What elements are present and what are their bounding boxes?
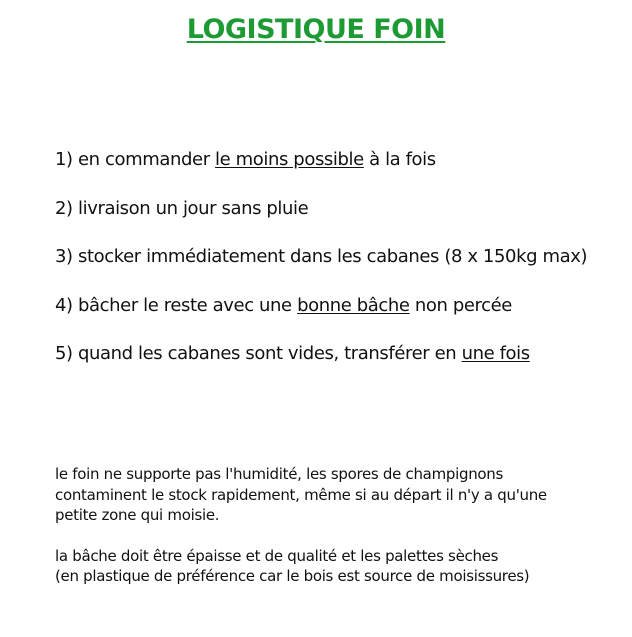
step-1-text: 1) en commander <box>55 149 216 170</box>
step-2 <box>55 197 587 221</box>
step-4 <box>55 294 587 318</box>
note-humidity <box>55 464 615 526</box>
note-tarp <box>55 546 615 587</box>
step-4-text-end: non percée <box>409 294 512 316</box>
step-5-text: 5) quand les cabanes sont vides, transférer en <box>55 343 462 364</box>
step-5 <box>55 342 587 366</box>
step-3 <box>55 245 587 269</box>
note-humidity-line-3: petite zone qui moisie. <box>55 506 220 524</box>
note-tarp-line-1: la bâche doit être épaisse et de qualité et les palettes sèches <box>55 546 499 565</box>
notes-section <box>55 464 615 607</box>
step-1 <box>55 148 587 172</box>
step-2-text: 2) livraison un jour sans pluie <box>55 197 309 219</box>
note-tarp-line-2: (en plastique de préférence car le bois est source de moisissures) <box>55 567 530 585</box>
step-1-emphasis: le moins possible <box>215 149 364 170</box>
step-4-emphasis: bonne bâche <box>297 294 410 316</box>
step-5-emphasis: une fois <box>461 343 530 364</box>
step-1-text-end: à la fois <box>363 149 436 170</box>
note-humidity-line-1: le foin ne supporte pas l'humidité, les spores de champignons <box>55 465 504 483</box>
steps-list <box>55 148 587 391</box>
step-4-text: 4) bâcher le reste avec une <box>55 294 298 316</box>
step-3-text: 3) stocker immédiatement dans les cabanes (8 x 150kg max) <box>55 246 588 267</box>
note-humidity-line-2: contaminent le stock rapidement, même si au départ il n'y a qu'une <box>55 485 547 504</box>
page-title: LOGISTIQUE FOIN <box>186 14 446 45</box>
